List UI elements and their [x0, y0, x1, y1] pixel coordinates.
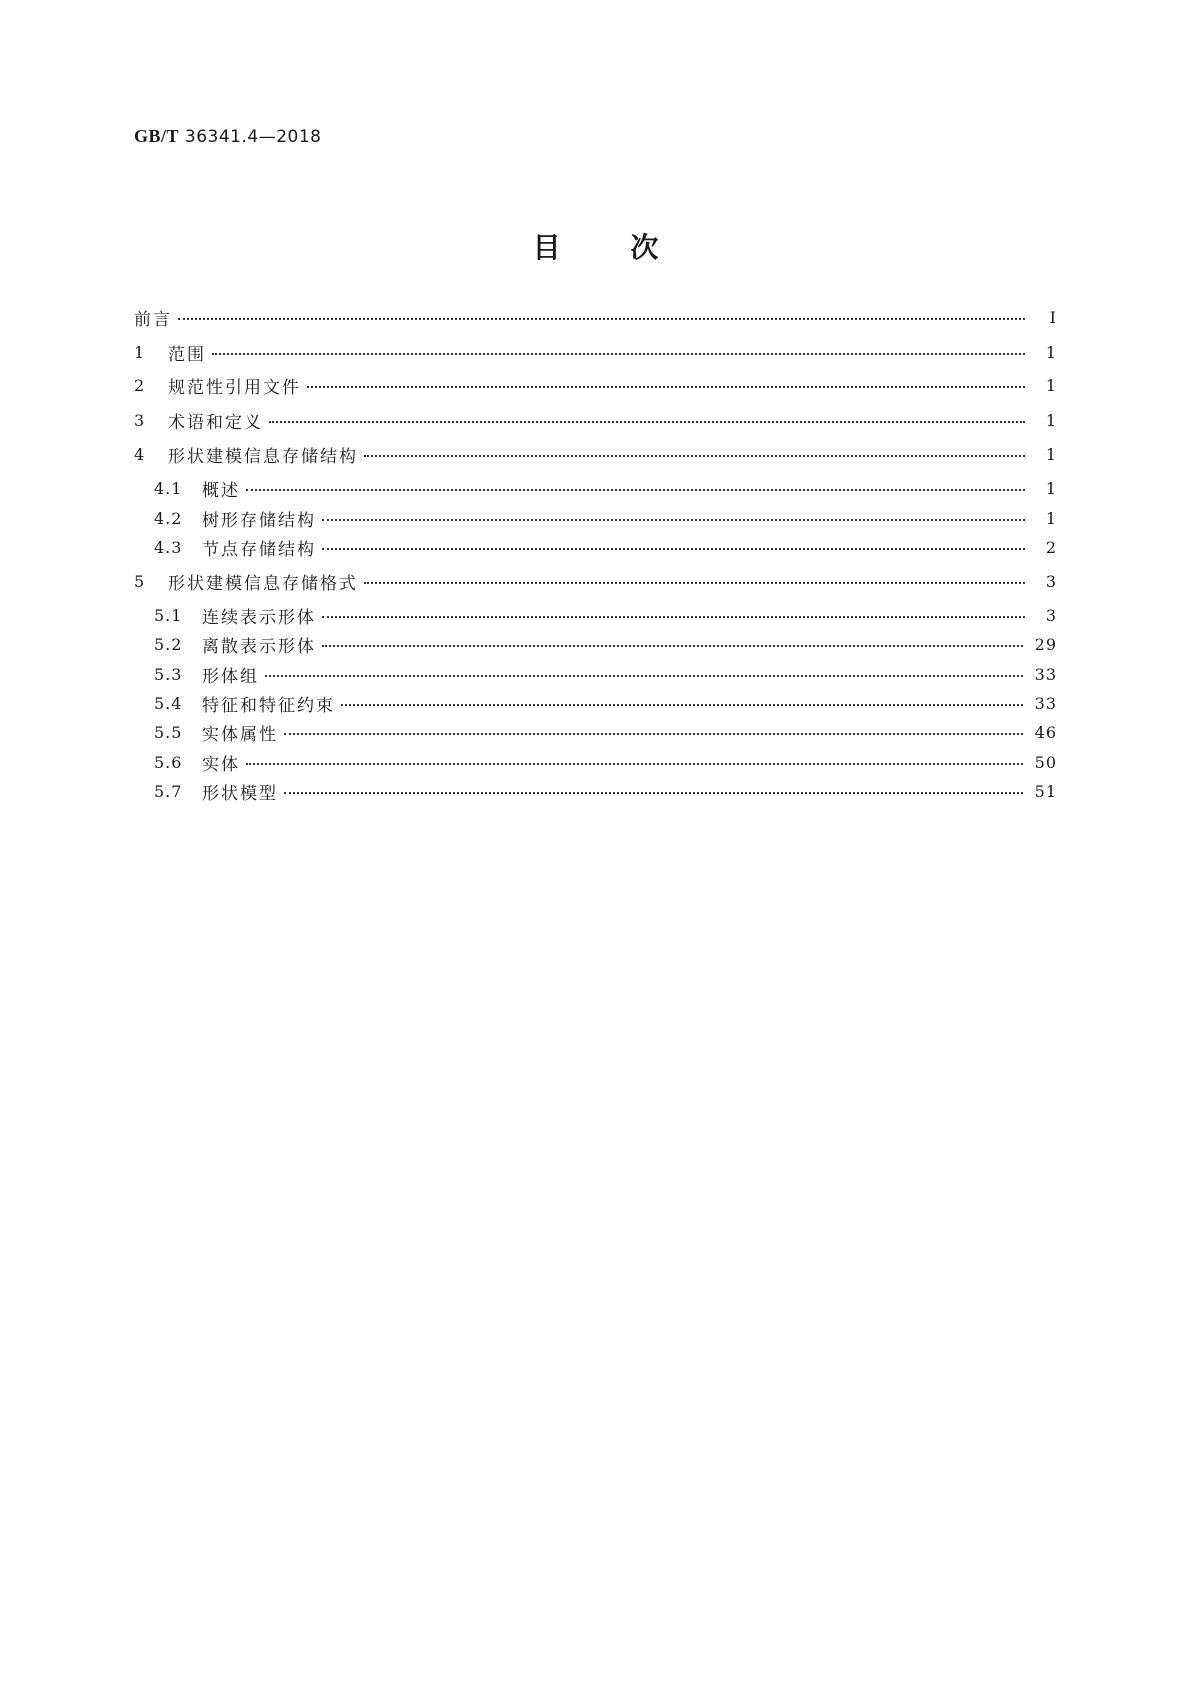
toc-entry-label: 离散表示形体 [202, 636, 316, 657]
toc-entry-page: 1 [1045, 342, 1057, 362]
toc-entry-page: 29 [1034, 634, 1057, 654]
toc-entry-label: 形状模型 [202, 783, 278, 804]
toc-entry-label: 术语和定义 [168, 412, 263, 433]
toc-leader-dots [322, 645, 1023, 647]
toc-entry-page: 51 [1034, 781, 1057, 801]
toc-entry-page: 1 [1045, 375, 1057, 395]
toc-leader-dots [178, 318, 1025, 320]
toc-entry-5-1[interactable] [154, 602, 1057, 628]
toc-entry-page: Ⅰ [1049, 307, 1057, 327]
toc-entry-5-3[interactable] [154, 661, 1057, 687]
toc-entry-page: 1 [1045, 478, 1057, 498]
toc-entry-label: 实体 [202, 754, 240, 775]
toc-entry-5-2[interactable] [154, 631, 1057, 657]
toc-entry-number: 4 [134, 444, 146, 464]
toc-entry-5[interactable] [134, 568, 1057, 594]
toc-entry-label: 概述 [202, 480, 240, 501]
toc-leader-dots [212, 353, 1025, 355]
toc-leader-dots [364, 582, 1025, 584]
toc-entry-number: 5.1 [154, 605, 183, 625]
toc-entry-label: 形体组 [202, 666, 259, 687]
toc-entry-number: 4.1 [154, 478, 183, 498]
toc-leader-dots [307, 386, 1025, 388]
toc-entry-number: 5.4 [154, 693, 183, 713]
toc-entry-5-5[interactable] [154, 719, 1057, 745]
toc-title [0, 226, 1191, 266]
toc-leader-dots [322, 548, 1025, 550]
toc-entry-page: 50 [1034, 752, 1057, 772]
toc-entry-label: 节点存储结构 [202, 539, 316, 560]
toc-entry-number: 5.7 [154, 781, 183, 801]
toc-leader-dots [322, 616, 1025, 618]
toc-leader-dots [322, 519, 1025, 521]
toc-entry-page: 46 [1034, 722, 1057, 742]
toc-entry-page: 3 [1045, 571, 1057, 591]
toc-entry-page: 1 [1045, 508, 1057, 528]
toc-leader-dots [284, 733, 1023, 735]
toc-entry-label: 范围 [168, 344, 206, 365]
toc-entry-label: 规范性引用文件 [168, 377, 301, 398]
toc-title-part1: 目 [532, 231, 561, 264]
toc-entry-label: 连续表示形体 [202, 607, 316, 628]
toc-entry-number: 4.2 [154, 508, 183, 528]
toc-leader-dots [364, 455, 1025, 457]
standard-number: 36341.4—2018 [184, 127, 322, 147]
toc-entry-number: 5.2 [154, 634, 183, 654]
toc-leader-dots [269, 421, 1025, 423]
toc-title-part2: 次 [630, 231, 659, 264]
toc-entry-5-7[interactable] [154, 778, 1057, 804]
toc-entry-number: 5.3 [154, 664, 183, 684]
toc-entry-label: 实体属性 [202, 724, 278, 745]
toc-entry-number: 5.6 [154, 752, 183, 772]
toc-entry-5-6[interactable] [154, 749, 1057, 775]
toc-leader-dots [265, 675, 1023, 677]
toc-leader-dots [246, 489, 1025, 491]
toc-entry-number: 2 [134, 375, 146, 395]
toc-entry-4-3[interactable] [154, 534, 1057, 560]
toc-entry-3[interactable] [134, 407, 1057, 433]
toc-entry-label: 树形存储结构 [202, 510, 316, 531]
toc-entry-number: 3 [134, 410, 146, 430]
toc-entry-number: 5 [134, 571, 146, 591]
toc-entry-page: 33 [1034, 693, 1057, 713]
toc-entry-page: 2 [1045, 537, 1057, 557]
toc-entry-page: 1 [1045, 410, 1057, 430]
toc-entry-number: 5.5 [154, 722, 183, 742]
toc-entry-label: 特征和特征约束 [202, 695, 335, 716]
toc-leader-dots [246, 763, 1023, 765]
toc-entry-label: 前言 [134, 309, 172, 330]
toc-entry-2[interactable] [134, 372, 1057, 398]
toc-entry-4-2[interactable] [154, 505, 1057, 531]
toc-leader-dots [284, 792, 1023, 794]
toc-entry-page: 33 [1034, 664, 1057, 684]
toc-entry-4[interactable] [134, 441, 1057, 467]
toc-leader-dots [341, 704, 1023, 706]
toc-entry-5-4[interactable] [154, 690, 1057, 716]
toc-entry-number: 4.3 [154, 537, 183, 557]
standard-prefix: GB/T [134, 126, 180, 146]
toc-entry-number: 1 [134, 342, 146, 362]
toc-entry-label: 形状建模信息存储格式 [168, 573, 358, 594]
toc-entry-label: 形状建模信息存储结构 [168, 446, 358, 467]
toc-entry-1[interactable] [134, 339, 1057, 365]
toc-entry-4-1[interactable] [154, 475, 1057, 501]
toc-entry-foreword[interactable] [134, 304, 1057, 330]
toc-entry-page: 3 [1045, 605, 1057, 625]
standard-code [134, 126, 322, 147]
toc-entry-page: 1 [1045, 444, 1057, 464]
